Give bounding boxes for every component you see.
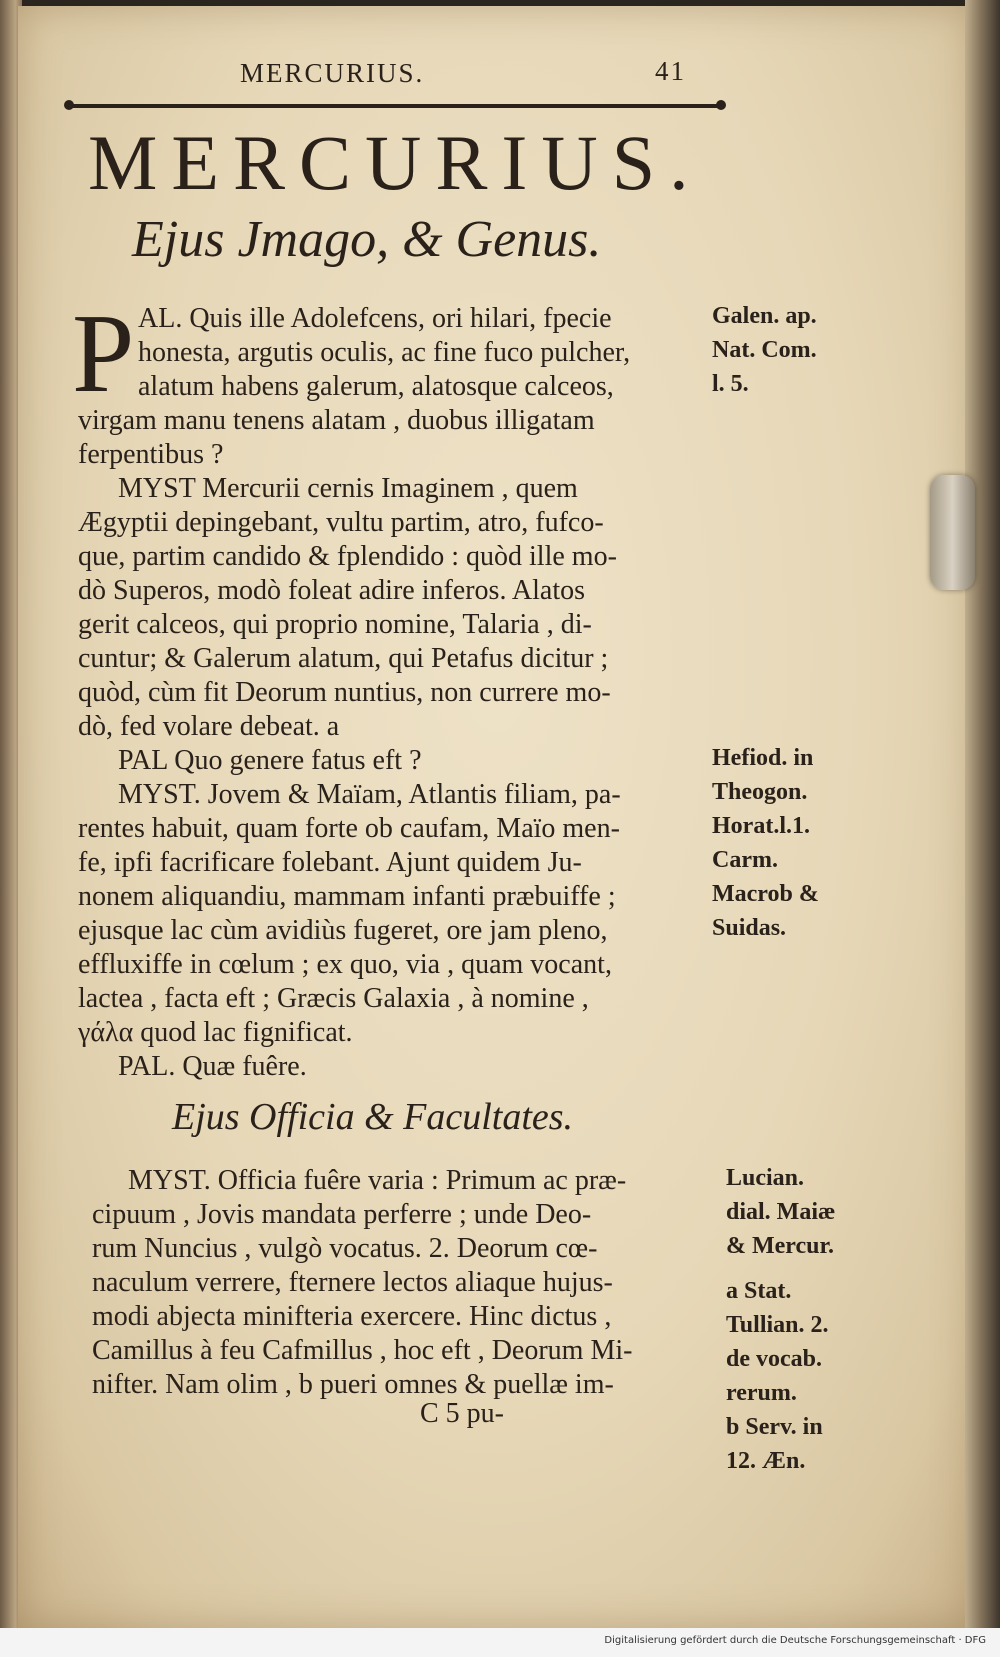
text-line: ferpentibus ?: [78, 439, 224, 470]
page-clip: [930, 475, 975, 590]
margin-note: Galen. ap.: [712, 303, 817, 329]
margin-note: Theogon.: [712, 779, 808, 805]
margin-note: Nat. Com.: [712, 337, 817, 363]
margin-note: Macrob &: [712, 881, 819, 907]
margin-note: 12. Æn.: [726, 1448, 806, 1474]
margin-note: Hefiod. in: [712, 745, 814, 771]
margin-note: & Mercur.: [726, 1233, 834, 1259]
text-line: alatum habens galerum, alatosque calceos,: [138, 371, 614, 402]
text-line: naculum verrere, fternere lectos aliaque hujus-: [92, 1267, 613, 1298]
margin-note: Lucian.: [726, 1165, 805, 1191]
text-line: fe, ipfi facrificare folebant. Ajunt quidem Ju-: [78, 847, 582, 878]
text-line: lactea , facta eft ; Græcis Galaxia , à nomine ,: [78, 983, 589, 1014]
text-line: nifter. Nam olim , b pueri omnes & puellæ im-: [92, 1369, 614, 1400]
dfg-credit: Digitalisierung gefördert durch die Deutsche Forschungsgemeinschaft · DFG: [604, 1635, 986, 1646]
text-line: MYST. Jovem & Maïam, Atlantis filiam, pa-: [118, 779, 621, 810]
subtitle: Ejus Jmago, & Genus.: [132, 211, 602, 268]
text-line: effluxiffe in cœlum ; ex quo, via , quam vocant,: [78, 949, 612, 980]
right-page-edge: [965, 0, 1000, 1657]
text-line: virgam manu tenens alatam , duobus illigatam: [78, 405, 595, 436]
margin-note: a Stat.: [726, 1278, 792, 1304]
margin-note: Suidas.: [712, 915, 787, 941]
margin-note: b Serv. in: [726, 1414, 823, 1440]
text-line: PAL Quo genere fatus eft ?: [118, 745, 422, 776]
text-line: modi abjecta minifteria exercere. Hinc dictus ,: [92, 1301, 612, 1332]
text-line: honesta, argutis oculis, ac fine fuco pulcher,: [138, 337, 631, 368]
text-line: quòd, cùm fit Deorum nuntius, non currere mo-: [78, 677, 611, 708]
page-title: MERCURIUS.: [88, 119, 703, 206]
margin-note: dial. Maiæ: [726, 1199, 836, 1225]
text-line: γάλα quod lac fignificat.: [78, 1017, 353, 1048]
text-line: Camillus à feu Cafmillus , hoc eft , Deorum Mi-: [92, 1335, 633, 1366]
catchword-line: C 5 pu-: [420, 1398, 504, 1429]
page-number: 41: [655, 56, 686, 86]
text-line: AL. Quis ille Adolefcens, ori hilari, fpecie: [138, 303, 612, 334]
text-line: MYST Mercurii cernis Imaginem , quem: [118, 473, 578, 504]
text-line: cuntur; & Galerum alatum, qui Petafus dicitur ;: [78, 643, 609, 674]
margin-note: l. 5.: [712, 371, 749, 397]
margin-note: Carm.: [712, 847, 778, 873]
margin-note: Horat.l.1.: [712, 813, 810, 839]
drop-cap: P: [72, 292, 135, 416]
text-line: que, partim candido & fplendido : quòd ille mo-: [78, 541, 617, 572]
margin-note: Tullian. 2.: [726, 1312, 829, 1338]
margin-note: de vocab.: [726, 1346, 822, 1372]
text-line: MYST. Officia fuêre varia : Primum ac præ-: [128, 1165, 627, 1196]
text-line: dò Superos, modò foleat adire inferos. Alatos: [78, 575, 586, 606]
text-line: ejusque lac cùm avidiùs fugeret, ore jam pleno,: [78, 915, 608, 946]
section-title: Ejus Officia & Facultates.: [172, 1096, 574, 1138]
text-line: cipuum , Jovis mandata perferre ; unde Deo-: [92, 1199, 592, 1230]
header-rule: [70, 104, 720, 108]
margin-note: rerum.: [726, 1380, 797, 1406]
text-line: Ægyptii depingebant, vultu partim, atro, fufco-: [78, 507, 604, 538]
text-line: PAL. Quæ fuêre.: [118, 1051, 307, 1082]
text-line: nonem aliquandiu, mammam infanti præbuiffe ;: [78, 881, 616, 912]
text-line: rentes habuit, quam forte ob caufam, Maïo men-: [78, 813, 620, 844]
text-line: dò, fed volare debeat. a: [78, 711, 340, 742]
running-head-title: MERCURIUS.: [240, 58, 425, 88]
text-line: rum Nuncius , vulgò vocatus. 2. Deorum cœ-: [92, 1233, 598, 1264]
text-line: gerit calceos, qui proprio nomine, Talaria , di-: [78, 609, 592, 640]
